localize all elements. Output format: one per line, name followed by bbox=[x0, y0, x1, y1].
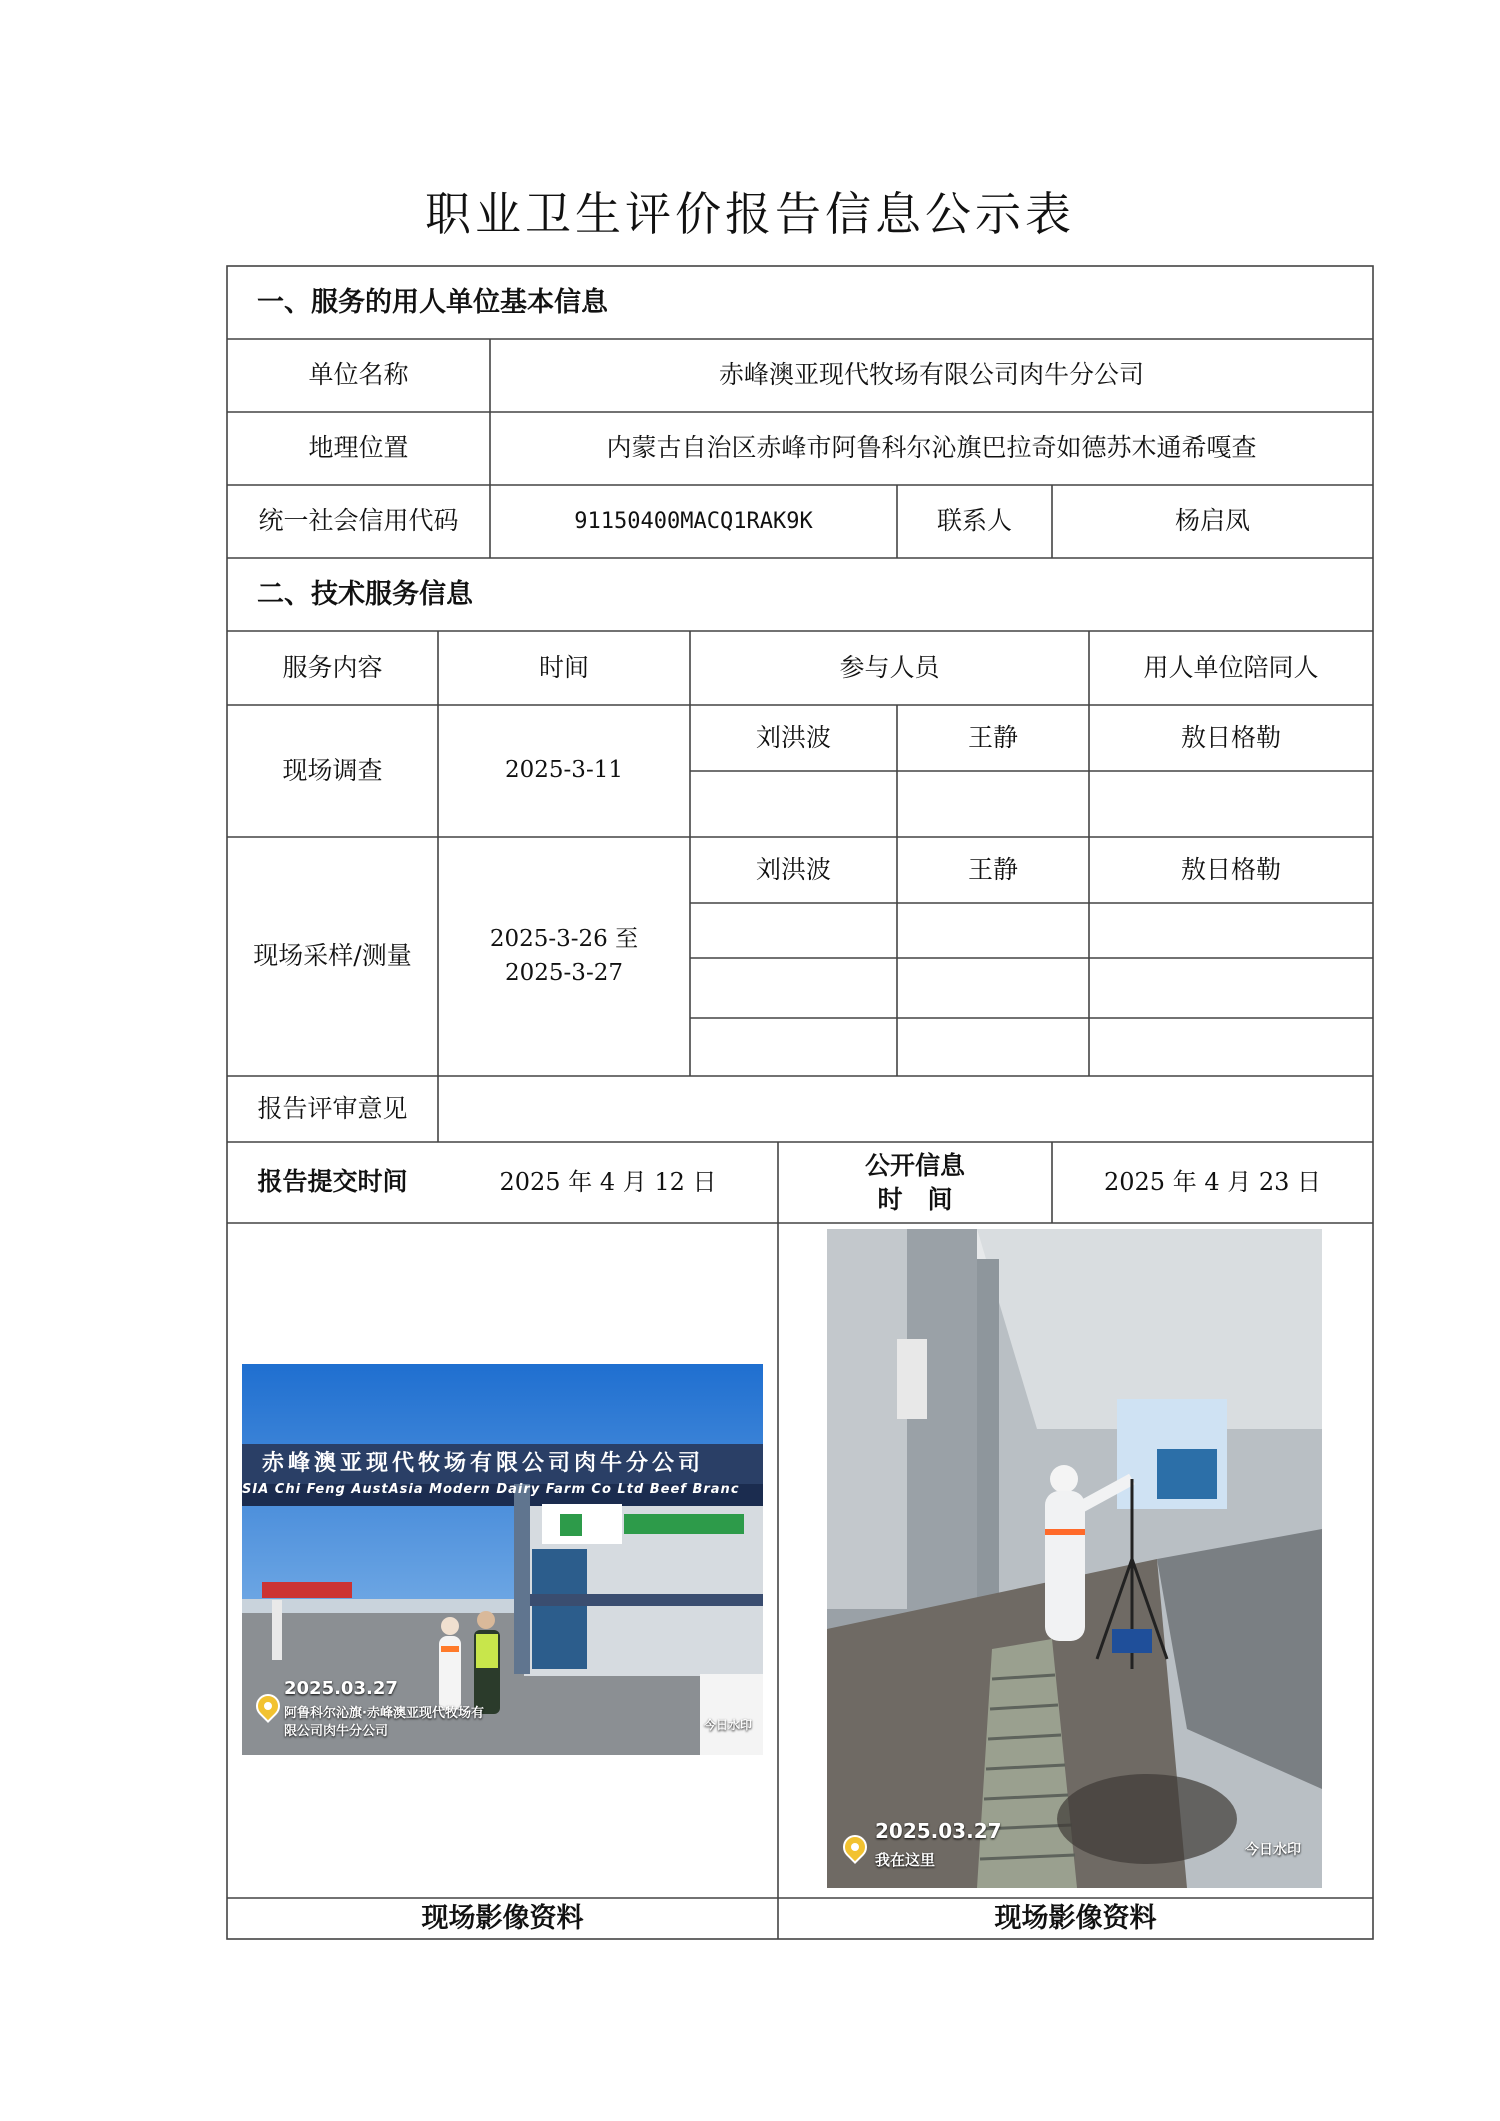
publish-date: 2025 年 4 月 23 日 bbox=[1103, 1168, 1322, 1197]
sampling-date-line2: 2025-3-27 bbox=[505, 959, 623, 986]
sampling-participant-2: 王静 bbox=[967, 854, 1018, 884]
right-photo-date: 2025.03.27 bbox=[875, 1819, 1002, 1843]
page-title: 职业卫生评价报告信息公示表 bbox=[425, 187, 1075, 241]
sampling-label: 现场采样/测量 bbox=[253, 941, 412, 971]
sampling-date bbox=[438, 837, 690, 1076]
right-photo-caption: 现场影像资料 bbox=[994, 1902, 1157, 1934]
header-participants: 参与人员 bbox=[839, 652, 940, 682]
sampling-date-line1: 2025-3-26 至 bbox=[489, 926, 639, 953]
submit-date: 2025 年 4 月 12 日 bbox=[499, 1168, 717, 1197]
section2-heading: 二、技术服务信息 bbox=[257, 578, 473, 610]
publish-label bbox=[778, 1142, 1052, 1223]
indoor-sampling-scene bbox=[827, 1229, 1322, 1888]
right-photo-watermark: 今日水印 bbox=[1245, 1842, 1301, 1858]
left-photo-location-2: 限公司肉牛分公司 bbox=[284, 1724, 389, 1739]
sampling-participant-1: 刘洪波 bbox=[755, 854, 831, 884]
survey-participant-2: 王静 bbox=[967, 722, 1018, 752]
survey-label: 现场调查 bbox=[282, 755, 383, 785]
survey-escort: 敖日格勒 bbox=[1180, 722, 1281, 752]
credit-code-label: 统一社会信用代码 bbox=[258, 506, 459, 536]
publish-label-line1: 公开信息 bbox=[864, 1150, 965, 1180]
survey-date: 2025-3-11 bbox=[505, 757, 623, 784]
location-value: 内蒙古自治区赤峰市阿鲁科尔沁旗巴拉奇如德苏木通希嘎查 bbox=[606, 433, 1257, 463]
left-photo-caption: 现场影像资料 bbox=[421, 1902, 584, 1934]
header-content: 服务内容 bbox=[282, 652, 383, 682]
contact-label: 联系人 bbox=[936, 506, 1012, 536]
submit-label: 报告提交时间 bbox=[257, 1167, 408, 1197]
survey-participant-1: 刘洪波 bbox=[755, 722, 831, 752]
org-name-label: 单位名称 bbox=[308, 360, 409, 390]
header-escort: 用人单位陪同人 bbox=[1143, 652, 1319, 682]
left-photo-date: 2025.03.27 bbox=[284, 1678, 398, 1699]
header-time: 时间 bbox=[538, 652, 589, 682]
gate-sign-en: SIA Chi Feng AustAsia Modern Dairy Farm Co Ltd Beef Branc bbox=[242, 1482, 740, 1497]
photo-indoor-sampling bbox=[827, 1229, 1322, 1888]
credit-code-value: 91150400MACQ1RAK9K bbox=[574, 508, 813, 534]
location-label: 地理位置 bbox=[308, 433, 409, 463]
org-name-value: 赤峰澳亚现代牧场有限公司肉牛分公司 bbox=[718, 360, 1144, 390]
left-photo-location-1: 阿鲁科尔沁旗·赤峰澳亚现代牧场有 bbox=[284, 1706, 484, 1721]
sampling-escort: 敖日格勒 bbox=[1180, 854, 1281, 884]
section1-heading: 一、服务的用人单位基本信息 bbox=[257, 286, 608, 318]
review-value bbox=[438, 1076, 1373, 1142]
photo-farm-gate bbox=[242, 1364, 763, 1755]
publish-label-line2: 时 间 bbox=[877, 1184, 953, 1214]
left-photo-watermark: 今日水印 bbox=[704, 1718, 753, 1732]
contact-value: 杨启凤 bbox=[1174, 506, 1250, 536]
gate-sign-cn: 赤峰澳亚现代牧场有限公司肉牛分公司 bbox=[262, 1451, 705, 1476]
right-photo-location: 我在这里 bbox=[875, 1851, 936, 1869]
review-label: 报告评审意见 bbox=[257, 1093, 408, 1123]
